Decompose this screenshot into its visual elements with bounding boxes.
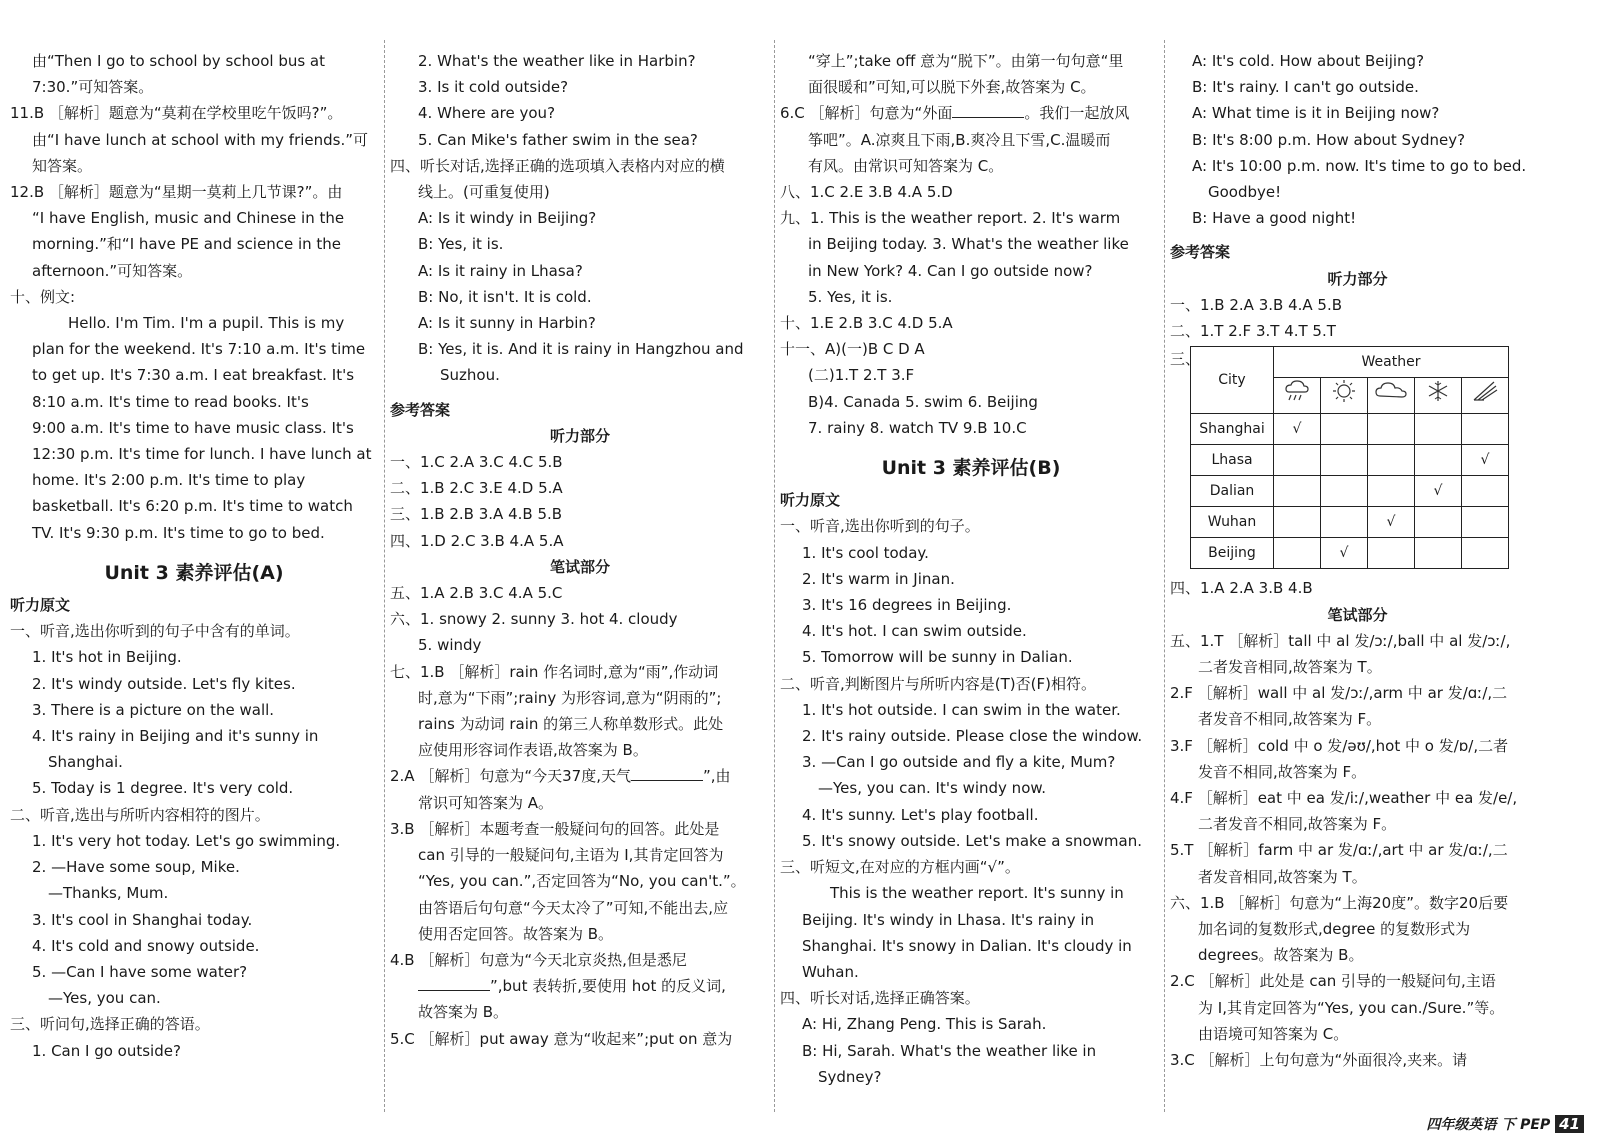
answer-line	[780, 100, 1162, 126]
text-line: A: It's cold. How about Beijing?	[1192, 52, 1425, 70]
listening-part-heading: 听力部分	[1327, 269, 1388, 288]
mark-cell: √	[1368, 507, 1415, 538]
snowy-icon	[1415, 378, 1462, 414]
text-line: 二、听音,选出与所听内容相符的图片。	[10, 805, 270, 824]
answer-line	[390, 763, 770, 789]
answer-line: “Yes, you can.”,否定回答为“No, you can't.”。	[418, 872, 746, 891]
text-line: A: What time is it in Beijing now?	[1192, 104, 1440, 123]
text-line: —Thanks, Mum.	[48, 884, 169, 903]
unit-title: Unit 3 素养评估(B)	[881, 457, 1061, 480]
text-line: B: It's rainy. I can't go outside.	[1192, 78, 1419, 97]
answer-line: 九、1. This is the weather report. 2. It's warm	[780, 209, 1121, 228]
text-line: 5. Can Mike's father swim in the sea?	[418, 130, 698, 149]
text-line: 2. —Have some soup, Mike.	[32, 858, 240, 877]
text-line: 由“Then I go to school by school bus at	[32, 52, 325, 70]
answer-text: 6.C ［解析］句意为“外面	[780, 104, 953, 123]
table-row	[1191, 507, 1509, 538]
text-line: A: Hi, Zhang Peng. This is Sarah.	[802, 1015, 1047, 1034]
text-line: 5. Today is 1 degree. It's very cold.	[32, 779, 294, 798]
text-line: B: Have a good night!	[1192, 209, 1357, 228]
text-line: A: Is it rainy in Lhasa?	[418, 261, 583, 280]
text-line: 5. It's snowy outside. Let's make a snowman.	[802, 831, 1143, 850]
answer-line: 六、1.B ［解析］句意为“上海20度”。数字20后要	[1170, 893, 1509, 912]
text-line: TV. It's 9:30 p.m. It's time to go to bed.	[32, 523, 325, 542]
mark-cell	[1274, 476, 1321, 507]
answer-line: can 引导的一般疑问句,主语为 I,其肯定回答为	[418, 846, 724, 865]
text-line: A: It's 10:00 p.m. now. It's time to go to bed.	[1192, 156, 1527, 175]
written-part-heading: 笔试部分	[1327, 605, 1388, 624]
text-line: B: Yes, it is. And it is rainy in Hangzhou and	[418, 340, 744, 359]
answer-line: 3.F ［解析］cold 中 o 发/əʊ/,hot 中 o 发/ɒ/,二者	[1170, 736, 1509, 755]
weather-header: Weather	[1274, 347, 1509, 378]
page-footer	[1426, 1111, 1584, 1138]
answer-line: 五、1.A 2.B 3.C 4.A 5.C	[390, 584, 563, 603]
text-line: 由“I have lunch at school with my friends.”可	[32, 130, 369, 149]
table-label: 三、	[1170, 350, 1201, 369]
text-line: 4. It's hot. I can swim outside.	[802, 622, 1027, 641]
mark-cell	[1321, 507, 1368, 538]
listening-script-heading: 听力原文	[10, 596, 71, 615]
answer-line: 有风。由常识可知答案为 C。	[808, 156, 1004, 175]
sunny-icon	[1321, 378, 1368, 414]
column-1	[10, 48, 378, 1064]
answer-line: 3.B ［解析］本题考查一般疑问句的回答。此处是	[390, 819, 720, 838]
text-line: —Yes, you can. It's windy now.	[818, 779, 1047, 798]
answer-line: 7. rainy 8. watch TV 9.B 10.C	[808, 418, 1027, 437]
answer-line: 七、1.B ［解析］rain 作名词时,意为“雨”,作动词	[390, 662, 719, 681]
rainy-icon	[1274, 378, 1321, 414]
answer-line: 一、1.C 2.A 3.C 4.C 5.B	[390, 453, 563, 472]
page-number: 41	[1555, 1115, 1584, 1133]
answer-line: 二者发音不相同,故答案为 F。	[1198, 815, 1397, 834]
text-line: 4. It's rainy in Beijing and it's sunny in	[32, 727, 319, 746]
mark-cell	[1462, 538, 1509, 569]
answer-line: 二、1.B 2.C 3.E 4.D 5.A	[390, 479, 563, 498]
text-line: 1. Can I go outside?	[32, 1041, 181, 1060]
answer-line: 三、1.B 2.B 3.A 4.B 5.B	[390, 505, 563, 524]
answer-line: 故答案为 B。	[418, 1003, 509, 1022]
text-line: Hello. I'm Tim. I'm a pupil. This is my	[68, 314, 345, 333]
listening-script-heading: 听力原文	[780, 491, 841, 510]
mark-cell	[1415, 507, 1462, 538]
footer-label: 四年级英语 下 PEP	[1426, 1116, 1551, 1133]
answer-line: 十一、A)(一)B C D A	[780, 340, 925, 359]
text-line: “I have English, music and Chinese in the	[32, 209, 345, 228]
answer-line: 十、1.E 2.B 3.C 4.D 5.A	[780, 314, 953, 333]
answer-line: 五、1.T ［解析］tall 中 al 发/ɔː/,ball 中 al 发/ɔː/,	[1170, 631, 1511, 650]
city-header: City	[1191, 347, 1274, 414]
answer-text: 2.A ［解析］句意为“今天37度,天气	[390, 767, 631, 786]
text-line: A: Is it windy in Beijing?	[418, 209, 597, 228]
answer-line: in Beijing today. 3. What's the weather like	[808, 235, 1129, 254]
answer-line: B)4. Canada 5. swim 6. Beijing	[808, 392, 1038, 411]
answer-line: 使用否定回答。故答案为 B。	[418, 924, 614, 943]
text-line: Beijing. It's windy in Lhasa. It's rainy in	[802, 910, 1095, 929]
mark-cell	[1415, 414, 1462, 445]
mark-cell	[1274, 445, 1321, 476]
mark-cell: √	[1321, 538, 1368, 569]
answer-heading: 参考答案	[1170, 243, 1231, 262]
text-line: Wuhan.	[802, 962, 859, 981]
text-line: 三、听短文,在对应的方框内画“√”。	[780, 858, 1020, 877]
text-line: 12.B ［解析］题意为“星期一莫莉上几节课?”。由	[10, 183, 343, 202]
mark-cell	[1368, 445, 1415, 476]
windy-icon	[1462, 378, 1509, 414]
answer-line: 加名词的复数形式,degree 的复数形式为	[1198, 920, 1471, 939]
mark-cell	[1462, 507, 1509, 538]
text-line: 4. It's cold and snowy outside.	[32, 936, 260, 955]
text-line: 3. —Can I go outside and fly a kite, Mum?	[802, 753, 1116, 772]
text-line: 2. What's the weather like in Harbin?	[418, 52, 696, 70]
answer-line	[390, 973, 770, 999]
answer-line: 发音不相同,故答案为 F。	[1198, 762, 1367, 781]
mark-cell	[1368, 538, 1415, 569]
city-cell: Lhasa	[1191, 445, 1274, 476]
text-line: home. It's 2:00 p.m. It's time to play	[32, 471, 306, 490]
blank-line	[631, 766, 703, 781]
unit-title: Unit 3 素养评估(A)	[104, 561, 284, 584]
answer-line: 一、1.B 2.A 3.B 4.A 5.B	[1170, 295, 1343, 314]
mark-cell	[1321, 445, 1368, 476]
answer-line: 常识可知答案为 A。	[418, 793, 554, 812]
mark-cell	[1368, 476, 1415, 507]
text-line: 1. It's hot outside. I can swim in the water.	[802, 700, 1121, 719]
text-line: Sydney?	[818, 1067, 882, 1086]
mark-cell: √	[1274, 414, 1321, 445]
text-line: 3. Is it cold outside?	[418, 78, 569, 97]
table-row	[1191, 476, 1509, 507]
answer-line: 由语境可知答案为 C。	[1198, 1024, 1349, 1043]
mark-cell	[1368, 414, 1415, 445]
text-line: 四、听长对话,选择正确答案。	[780, 989, 980, 1008]
text-line: 5. Tomorrow will be sunny in Dalian.	[802, 648, 1073, 667]
answer-line: 六、1. snowy 2. sunny 3. hot 4. cloudy	[390, 610, 678, 629]
text-line: B: Yes, it is.	[418, 235, 504, 254]
answer-line: (二)1.T 2.T 3.F	[808, 366, 915, 385]
answer-line: 筝吧”。A.凉爽且下雨,B.爽冷且下雪,C.温暖而	[808, 130, 1111, 149]
text-line: morning.”和“I have PE and science in the	[32, 235, 342, 254]
mark-cell	[1415, 538, 1462, 569]
answer-line: 时,意为“下雨”;rainy 为形容词,意为“阴雨的”;	[418, 688, 722, 707]
text-line: 4. It's sunny. Let's play football.	[802, 805, 1039, 824]
answer-line: 5.C ［解析］put away 意为“收起来”;put on 意为	[390, 1029, 733, 1048]
text-line: afternoon.”可知答案。	[32, 261, 193, 280]
mark-cell	[1415, 445, 1462, 476]
column-4	[1170, 48, 1545, 1073]
text-line: 9:00 a.m. It's time to have music class. It's	[32, 418, 354, 437]
text-line: plan for the weekend. It's 7:10 a.m. It's time	[32, 340, 366, 359]
blank-line	[952, 103, 1024, 118]
answer-line: rains 为动词 rain 的第三人称单数形式。此处	[418, 715, 724, 734]
answer-text: 。我们一起放风	[1024, 104, 1130, 123]
listening-part-heading: 听力部分	[549, 426, 610, 445]
column-divider	[774, 40, 775, 1112]
text-line: 二、听音,判断图片与所听内容是(T)否(F)相符。	[780, 674, 1096, 693]
text-line: 3. There is a picture on the wall.	[32, 700, 275, 719]
text-line: This is the weather report. It's sunny in	[830, 884, 1124, 903]
text-line: 3. It's cool in Shanghai today.	[32, 910, 253, 929]
answer-line: in New York? 4. Can I go outside now?	[808, 261, 1093, 280]
mark-cell: √	[1462, 445, 1509, 476]
answer-line: 3.C ［解析］上句句意为“外面很冷,夹来。请	[1170, 1051, 1468, 1070]
table-row	[1191, 538, 1509, 569]
cloudy-icon	[1368, 378, 1415, 414]
text-line: 3. It's 16 degrees in Beijing.	[802, 596, 1012, 615]
text-line: B: No, it isn't. It is cold.	[418, 287, 592, 306]
answer-text: ”,由	[702, 767, 731, 786]
text-line: 1. It's very hot today. Let's go swimming.	[32, 831, 341, 850]
blank-line	[418, 976, 490, 991]
text-line: basketball. It's 6:20 p.m. It's time to watch	[32, 497, 353, 516]
column-2	[390, 48, 770, 1052]
text-line: 四、听长对话,选择正确的选项填入表格内对应的横	[390, 156, 725, 175]
mark-cell	[1274, 507, 1321, 538]
answer-line: 应使用形容词作表语,故答案为 B。	[418, 741, 648, 760]
city-cell: Beijing	[1191, 538, 1274, 569]
answer-line: 二、1.T 2.F 3.T 4.T 5.T	[1170, 322, 1336, 341]
answer-line: 八、1.C 2.E 3.B 4.A 5.D	[780, 183, 953, 202]
mark-cell	[1321, 414, 1368, 445]
text-line: 2. It's windy outside. Let's fly kites.	[32, 674, 296, 693]
answer-line: 四、1.A 2.A 3.B 4.B	[1170, 579, 1313, 598]
answer-line: 2.C ［解析］此处是 can 引导的一般疑问句,主语	[1170, 972, 1496, 991]
answer-line: 由答语后句句意“今天太冷了”可知,不能出去,应	[418, 898, 729, 917]
weather-table-block	[1170, 346, 1545, 569]
answer-line: “穿上”;take off 意为“脱下”。由第一句句意“里	[808, 52, 1124, 70]
mark-cell: √	[1415, 476, 1462, 507]
text-line: —Yes, you can.	[48, 989, 161, 1008]
answer-line: 者发音不相同,故答案为 F。	[1198, 710, 1382, 729]
answer-line: 5.T ［解析］farm 中 ar 发/ɑː/,art 中 ar 发/ɑː/,二	[1170, 841, 1508, 860]
answer-line: 5. Yes, it is.	[808, 287, 893, 306]
answer-line: 4.F ［解析］eat 中 ea 发/iː/,weather 中 ea 发/e/,	[1170, 789, 1518, 808]
text-line: B: Hi, Sarah. What's the weather like in	[802, 1041, 1097, 1060]
text-line: 4. Where are you?	[418, 104, 556, 123]
text-line: 12:30 p.m. It's time for lunch. I have lunch at	[32, 445, 372, 464]
answer-line: 2.F ［解析］wall 中 al 发/ɔː/,arm 中 ar 发/ɑː/,二	[1170, 684, 1508, 703]
text-line: 1. It's cool today.	[802, 543, 929, 562]
text-line: 一、听音,选出你听到的句子。	[780, 517, 980, 536]
text-line: to get up. It's 7:30 a.m. I eat breakfast. It's	[32, 366, 355, 385]
text-line: 7:30.”可知答案。	[32, 78, 154, 97]
written-part-heading: 笔试部分	[549, 557, 610, 576]
text-line: A: Is it sunny in Harbin?	[418, 314, 596, 333]
answer-line: 面很暖和”可知,可以脱下外套,故答案为 C。	[808, 78, 1096, 97]
text-line: 知答案。	[32, 156, 93, 175]
mark-cell	[1462, 476, 1509, 507]
table-row	[1191, 445, 1509, 476]
answer-heading: 参考答案	[390, 400, 451, 419]
answer-line: 者发音相同,故答案为 T。	[1198, 867, 1367, 886]
weather-table	[1190, 346, 1509, 569]
text-line: B: It's 8:00 p.m. How about Sydney?	[1192, 130, 1466, 149]
text-line: 5. —Can I have some water?	[32, 962, 248, 981]
answer-text: ”,but 表转折,要使用 hot 的反义词,	[490, 977, 726, 996]
text-line: 三、听问句,选择正确的答语。	[10, 1015, 210, 1034]
answer-line: 四、1.D 2.C 3.B 4.A 5.A	[390, 531, 564, 550]
text-line: 1. It's hot in Beijing.	[32, 648, 182, 667]
column-divider	[1164, 40, 1165, 1112]
text-line: 2. It's rainy outside. Please close the window.	[802, 727, 1143, 746]
mark-cell	[1321, 476, 1368, 507]
text-line: 2. It's warm in Jinan.	[802, 569, 955, 588]
mark-cell	[1274, 538, 1321, 569]
city-cell: Wuhan	[1191, 507, 1274, 538]
text-line: Shanghai. It's snowy in Dalian. It's cloudy in	[802, 936, 1132, 955]
answer-line: 4.B ［解析］句意为“今天北京炎热,但是悉尼	[390, 950, 687, 969]
answer-line: 二者发音相同,故答案为 T。	[1198, 658, 1382, 677]
column-divider	[384, 40, 385, 1112]
text-line: 一、听音,选出你听到的句子中含有的单词。	[10, 622, 300, 641]
city-cell: Shanghai	[1191, 414, 1274, 445]
text-line: 11.B ［解析］题意为“莫莉在学校里吃午饭吗?”。	[10, 104, 343, 123]
text-line: 十、例文:	[10, 287, 76, 306]
column-3	[780, 48, 1162, 1090]
text-line: 8:10 a.m. It's time to read books. It's	[32, 392, 309, 411]
mark-cell	[1462, 414, 1509, 445]
city-cell: Dalian	[1191, 476, 1274, 507]
table-row	[1191, 414, 1509, 445]
text-line: 线上。(可重复使用)	[418, 183, 550, 202]
answer-line: degrees。故答案为 B。	[1198, 946, 1364, 965]
answer-line: 为 I,其肯定回答为“Yes, you can./Sure.”等。	[1198, 998, 1505, 1017]
text-line: Suzhou.	[440, 366, 500, 385]
answer-line: 5. windy	[418, 636, 482, 655]
text-line: Goodbye!	[1208, 183, 1282, 202]
text-line: Shanghai.	[48, 753, 123, 772]
